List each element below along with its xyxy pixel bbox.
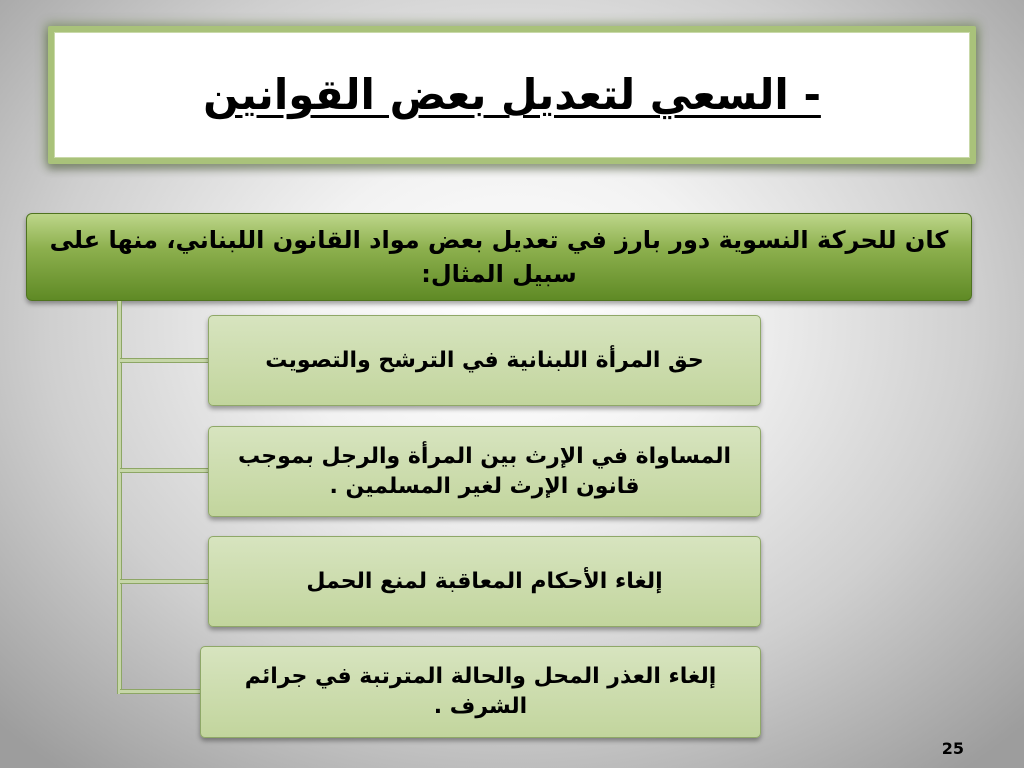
hierarchy-connector-branch bbox=[120, 579, 212, 584]
hierarchy-connector-branch bbox=[120, 358, 212, 363]
hierarchy-connector-branch bbox=[120, 468, 212, 473]
main-point-text: كان للحركة النسوية دور بارز في تعديل بعض مواد القانون اللبناني، منها على سبيل المثال: bbox=[49, 226, 949, 288]
list-item-text: إلغاء العذر المحل والحالة المترتبة في جرائم الشرف . bbox=[244, 664, 717, 719]
page-number: 25 bbox=[941, 739, 964, 758]
title-box bbox=[54, 32, 970, 158]
list-item bbox=[208, 315, 761, 406]
list-item bbox=[208, 426, 761, 517]
hierarchy-connector-branch bbox=[120, 689, 204, 694]
slide-title: - السعي لتعديل بعض القوانين bbox=[203, 70, 821, 119]
main-point-box bbox=[26, 213, 972, 301]
list-item bbox=[208, 536, 761, 627]
list-item-text: إلغاء الأحكام المعاقبة لمنع الحمل bbox=[306, 568, 663, 594]
list-item-text: حق المرأة اللبنانية في الترشح والتصويت bbox=[265, 347, 704, 373]
list-item bbox=[200, 646, 761, 738]
list-item-text: المساواة في الإرث بين المرأة والرجل بموجب قانون الإرث لغير المسلمين . bbox=[237, 443, 732, 499]
title-frame bbox=[48, 26, 976, 164]
